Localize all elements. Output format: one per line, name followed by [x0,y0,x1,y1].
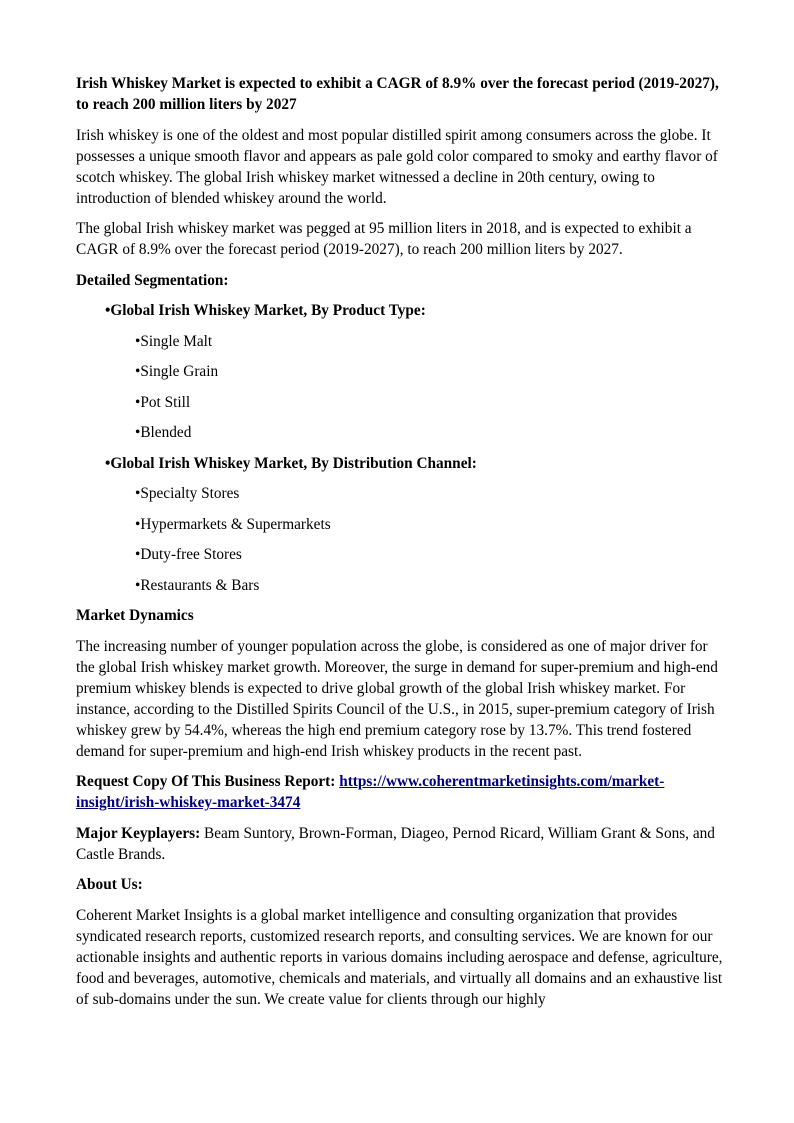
document-page [76,73,724,1019]
report-link[interactable]: https://www.coherentmarketinsights.com/market-insight/irish-whiskey-market-3474 [76,773,665,811]
list-item-label: Pot Still [140,393,191,411]
document-title: Irish Whiskey Market is expected to exhibit a CAGR of 8.9% over the forecast period (2019-2027), to reach 200 million liters by 2027 [76,75,719,113]
about-paragraph: Coherent Market Insights is a global market intelligence and consulting organization that provides syndicated research reports, customized research reports, and consulting services. We are known for our actionable insights and authentic reports in various domains including aerospace and defense, agriculture, food and beverages, automotive, chemicals and materials, and virtually all domains and an exhaustive list of sub-domains under the sun. We create value for clients through our highly [76,906,723,1008]
request-copy-label: Request Copy Of This Business Report: [76,773,336,790]
market-dynamics-heading: Market Dynamics [76,607,194,624]
market-dynamics-paragraph: The increasing number of younger population across the globe, is considered as one of major driver for the global Irish whiskey market growth. Moreover, the surge in demand for super-premium and high-end premium whiskey blends is expected to drive global growth of the global Irish whiskey market. For instance, according to the Distilled Spirits Council of the U.S., in 2015, super-premium category of Irish whiskey grew by 54.4%, whereas the high end premium category rose by 13.7%. This trend fostered demand for super-premium and high-end Irish whiskey products in the recent past. [76,637,718,760]
list-item-label: Specialty Stores [140,485,240,502]
about-heading: About Us: [76,876,143,893]
key-players-text: Beam Suntory, Brown-Forman, Diageo, Pernod Ricard, William Grant & Sons, and Castle Brands. [76,824,715,863]
key-players-line [76,823,724,865]
bullet-marker: • [135,515,141,533]
bullet-marker: • [105,302,111,319]
segmentation-heading: Detailed Segmentation: [76,271,229,289]
list-item [76,514,724,535]
list-item [76,392,724,413]
list-item-label: Single Grain [140,363,219,380]
list-item [76,422,724,443]
list-item [76,575,724,596]
segment-group-product-type [76,300,724,321]
list-item [76,483,724,504]
key-players-label: Major Keyplayers: [76,824,201,842]
list-item-label: Restaurants & Bars [140,576,260,594]
list-item-label: Blended [140,424,192,441]
list-item-label: Hypermarkets & Supermarkets [140,515,331,533]
bullet-marker: • [135,424,141,441]
request-copy-line [76,771,724,813]
segment-group-distribution-channel [76,453,724,474]
bullet-marker: • [135,485,141,502]
segment-group-title: Global Irish Whiskey Market, By Distribution Channel: [110,454,477,472]
bullet-marker: • [135,363,141,380]
bullet-marker: • [105,454,111,472]
bullet-marker: • [135,576,141,594]
market-size-paragraph: The global Irish whiskey market was pegged at 95 million liters in 2018, and is expected to exhibit a CAGR of 8.9% over the forecast period (2019-2027), to reach 200 million liters by 2027. [76,220,692,258]
bullet-marker: • [135,546,141,563]
list-item-label: Duty-free Stores [140,546,242,563]
list-item [76,331,724,352]
list-item-label: Single Malt [140,332,213,350]
bullet-marker: • [135,332,141,350]
bullet-marker: • [135,393,141,411]
segment-group-title: Global Irish Whiskey Market, By Product Type: [110,302,426,319]
list-item [76,544,724,565]
intro-paragraph: Irish whiskey is one of the oldest and most popular distilled spirit among consumers across the globe. It possesses a unique smooth flavor and appears as pale gold color compared to smoky and earthy flavor of scotch whiskey. The global Irish whiskey market witnessed a decline in 20th century, owing to introduction of blended whiskey around the world. [76,126,718,207]
list-item [76,361,724,382]
